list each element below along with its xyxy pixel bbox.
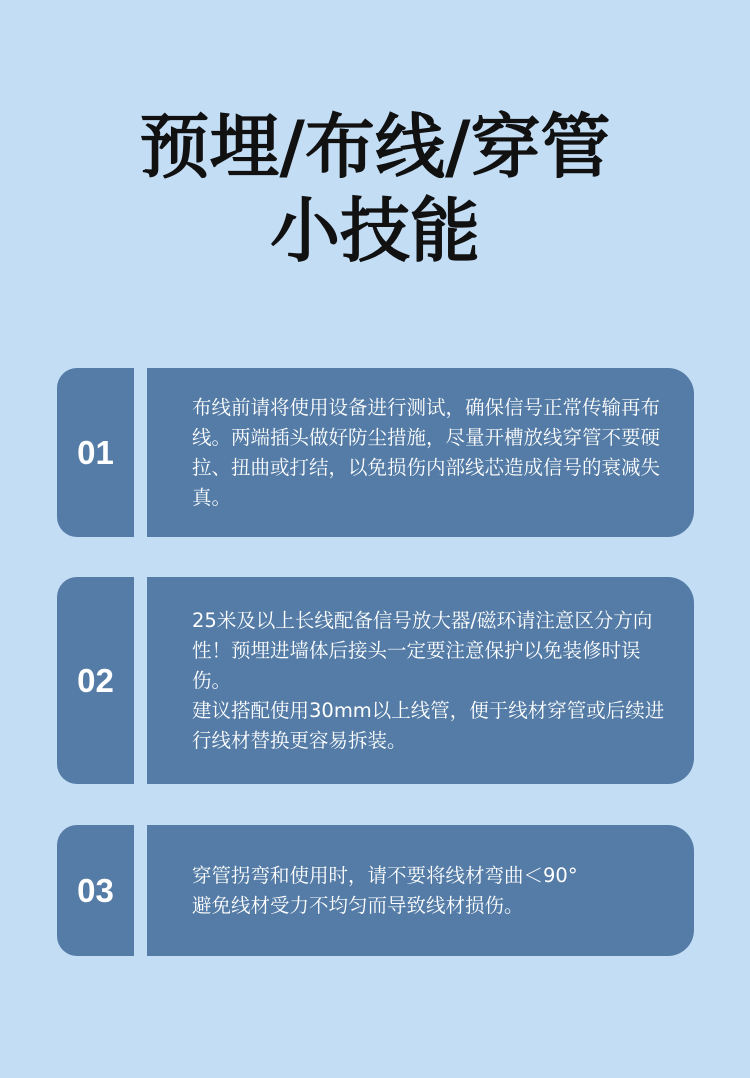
tip-card-01 bbox=[57, 368, 694, 537]
tip-paragraph: 建议搭配使用30mm以上线管，便于线材穿管或后续进行线材替换更容易拆装。 bbox=[192, 698, 665, 752]
tip-paragraph: 避免线材受力不均匀而导致线材损伤。 bbox=[192, 893, 524, 917]
tip-text-panel bbox=[147, 825, 694, 956]
tip-number-badge: 02 bbox=[57, 577, 134, 784]
page-title-line2: 小技能 bbox=[270, 190, 480, 272]
tip-paragraph: 穿管拐弯和使用时，请不要将线材弯曲＜90° bbox=[192, 863, 578, 887]
tip-number-badge: 03 bbox=[57, 825, 134, 956]
page-title-line1: 预埋/布线/穿管 bbox=[139, 106, 611, 188]
tip-paragraph: 布线前请将使用设备进行测试，确保信号正常传输再布线。两端插头做好防尘措施，尽量开槽放线穿管不要硬拉、扭曲或打结，以免损伤内部线芯造成信号的衰减失真。 bbox=[192, 395, 661, 509]
tip-card-03 bbox=[57, 825, 694, 956]
tip-text-panel bbox=[147, 577, 694, 784]
tip-card-02 bbox=[57, 577, 694, 784]
tip-text-panel bbox=[147, 368, 694, 537]
tip-paragraph: 25米及以上长线配备信号放大器/磁环请注意区分方向性！预埋进墙体后接头一定要注意保护以免装修时误伤。 bbox=[192, 608, 653, 692]
tip-number-badge: 01 bbox=[57, 368, 134, 537]
